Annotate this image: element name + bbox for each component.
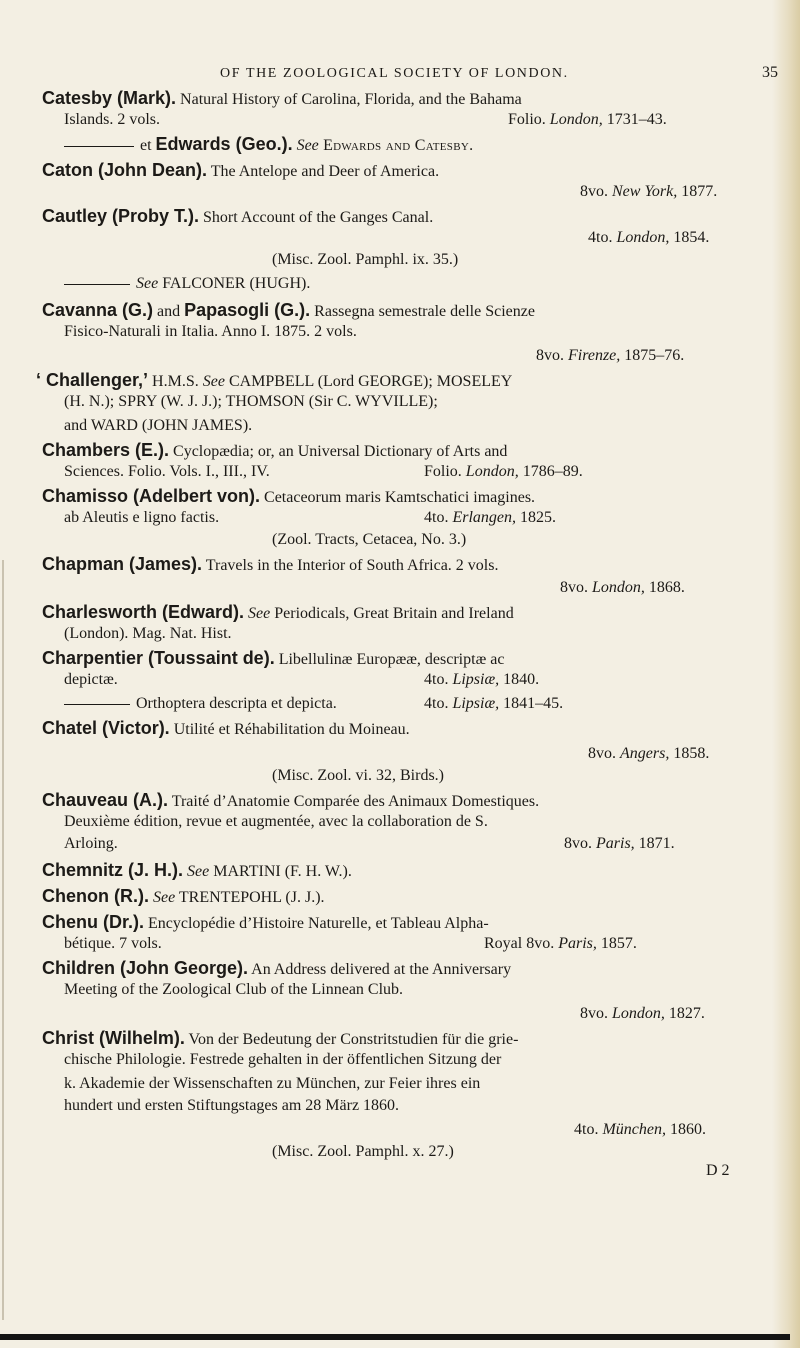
entry-chatel-imprint: 8vo. Angers, 1858. [588,745,710,762]
entry-cautley-imprint: 4to. London, 1854. [588,229,710,246]
entry-catesby-imprint: Folio. London, 1731–43. [508,111,667,128]
entry-charlesworth-line2: (London). Mag. Nat. Hist. [64,625,232,642]
entry-children-line2: Meeting of the Zoological Club of the Linnean Club. [64,981,404,998]
entry-cavanna-imprint: 8vo. Firenze, 1875–76. [536,347,685,364]
entry-challenger-line1: ‘ Challenger,’ H.M.S. See CAMPBELL (Lord GEORGE); MOSELEY [36,370,513,390]
entry-chatel-line1: Chatel (Victor). Utilité et Réhabilitation du Moineau. [42,718,410,738]
entry-chenu-line1: Chenu (Dr.). Encyclopédie d’Histoire Naturelle, et Tableau Alpha- [42,912,489,932]
entry-chamisso-imprint: 4to. Erlangen, 1825. [424,509,556,526]
entry-challenger-line2: (H. N.); SPRY (W. J. J.); THOMSON (Sir C. WYVILLE); [64,393,438,410]
entry-cavanna-line2: Fisico-Naturali in Italia. Anno I. 1875. 2 vols. [64,323,357,340]
entry-chapman-imprint: 8vo. London, 1868. [560,579,685,596]
page-header [0,66,800,88]
entry-chapman-line1: Chapman (James). Travels in the Interior of South Africa. 2 vols. [42,554,499,574]
running-head: OF THE ZOOLOGICAL SOCIETY OF LONDON. [220,66,569,81]
entry-charlesworth-line1: Charlesworth (Edward). See Periodicals, Great Britain and Ireland [42,602,514,622]
entry-charpentier-line1: Charpentier (Toussaint de). Libellulinæ Europææ, descriptæ ac [42,648,505,668]
entry-christ-line3: k. Akademie der Wissenschaften zu München, zur Feier ihres ein [64,1075,481,1092]
entry-edwards: et Edwards (Geo.). See Edwards and Catesby. [64,132,473,158]
entry-chamisso-line2a: ab Aleutis e ligno factis. [64,509,220,526]
entry-caton-imprint: 8vo. New York, 1877. [580,183,718,200]
entry-christ-line1: Christ (Wilhelm). Von der Bedeutung der Constritstudien für die grie- [42,1028,519,1048]
entry-christ-note: (Misc. Zool. Pamphl. x. 27.) [272,1143,454,1160]
entry-orthoptera-imprint: 4to. Lipsiæ, 1841–45. [424,695,564,712]
entry-charpentier-line2a: depictæ. [64,671,118,688]
entry-charpentier-imprint: 4to. Lipsiæ, 1840. [424,671,540,688]
entry-chauveau-line1: Chauveau (A.). Traité d’Anatomie Comparée des Animaux Domestiques. [42,790,540,810]
entry-chauveau-line2: Deuxième édition, revue et augmentée, avec la collaboration de S. [64,813,488,830]
entry-cavanna-line1: Cavanna (G.) and Papasogli (G.). Rassegna semestrale delle Scienze [42,300,535,320]
binding-margin [2,560,4,1320]
entry-chauveau-line3a: Arloing. [64,835,118,852]
entry-children-imprint: 8vo. London, 1827. [580,1005,705,1022]
entry-christ-imprint: 4to. München, 1860. [574,1121,706,1138]
page-bottom-edge [0,1334,790,1340]
entry-chenu-imprint: Royal 8vo. Paris, 1857. [484,935,637,952]
entry-christ-line2: chische Philologie. Festrede gehalten in der öffentlichen Sitzung der [64,1051,502,1068]
entry-chambers-line2a: Sciences. Folio. Vols. I., III., IV. [64,463,270,480]
entry-chambers-imprint: Folio. London, 1786–89. [424,463,583,480]
entry-catesby-line1: Catesby (Mark). Natural History of Carolina, Florida, and the Bahama [42,88,522,108]
entry-caton-line1: Caton (John Dean). The Antelope and Deer of America. [42,160,440,180]
signature-mark: D 2 [706,1162,730,1179]
entry-chenon: Chenon (R.). See TRENTEPOHL (J. J.). [42,886,325,906]
entry-falconer: See FALCONER (HUGH). [64,272,310,296]
entry-chatel-note: (Misc. Zool. vi. 32, Birds.) [272,767,444,784]
entry-chauveau-imprint: 8vo. Paris, 1871. [564,835,675,852]
ditto-dash [64,146,134,147]
entry-children-line1: Children (John George). An Address delivered at the Anniversary [42,958,512,978]
entry-chenu-line2a: bétique. 7 vols. [64,935,162,952]
entry-chamisso-note: (Zool. Tracts, Cetacea, No. 3.) [272,531,467,548]
ditto-dash [64,284,130,285]
page-edge-shadow [772,0,800,1348]
entry-chamisso-line1: Chamisso (Adelbert von). Cetaceorum maris Kamtschatici imagines. [42,486,536,506]
entry-orthoptera: Orthoptera descripta et depicta. [64,692,337,716]
ditto-dash [64,704,130,705]
entry-challenger-line3: and WARD (JOHN JAMES). [64,417,253,434]
entry-chambers-line1: Chambers (E.). Cyclopædia; or, an Universal Dictionary of Arts and [42,440,508,460]
entry-chemnitz: Chemnitz (J. H.). See MARTINI (F. H. W.). [42,860,352,880]
entry-cautley-line1: Cautley (Proby T.). Short Account of the Ganges Canal. [42,206,434,226]
entry-catesby-line2a: Islands. 2 vols. [64,111,160,128]
page-number: 35 [762,64,778,81]
entry-christ-line4: hundert und ersten Stiftungstages am 28 März 1860. [64,1097,400,1114]
entry-cautley-note: (Misc. Zool. Pamphl. ix. 35.) [272,251,459,268]
